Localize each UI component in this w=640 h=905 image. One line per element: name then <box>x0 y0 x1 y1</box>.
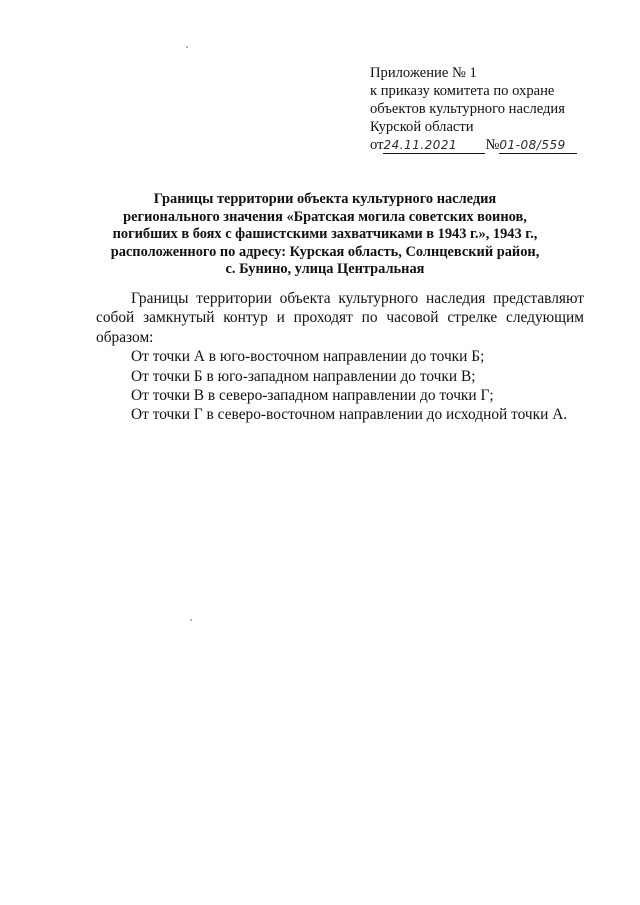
appendix-order-ref: к приказу комитета по охране <box>370 83 555 99</box>
title-line: Границы территории объекта культурного наследия <box>153 191 497 207</box>
scan-speck <box>186 46 188 48</box>
boundary-point-item: От точки Г в северо-восточном направлении до исходной точки А. <box>131 406 568 424</box>
document-title <box>60 191 590 279</box>
title-line: погибших в боях с фашистскими захватчиками в 1943 г.», 1943 г., <box>112 226 538 243</box>
intro-paragraph: Границы территории объекта культурного наследия представляют собой замкнутый контур и проходят по часовой стрелке следующим образом: <box>96 290 584 346</box>
order-date-handwritten: 24.11.2021 <box>383 138 458 152</box>
boundary-point-item: От точки В в северо-западном направлении до точки Г; <box>131 387 494 405</box>
title-line: расположенного по адресу: Курская область, Солнцевский район, <box>110 243 540 260</box>
appendix-header <box>370 64 610 154</box>
order-date-number-row <box>370 136 610 154</box>
title-line: регионального значения «Братская могила советских воинов, <box>123 208 527 225</box>
boundary-point-item: От точки А в юго-восточном направлении до точки Б; <box>131 348 485 366</box>
appendix-region: Курской области <box>370 119 474 135</box>
appendix-number: Приложение № 1 <box>370 65 477 81</box>
order-date-field <box>383 138 485 154</box>
from-label: от <box>370 137 384 153</box>
order-number-handwritten: 01-08/559 <box>499 138 566 152</box>
boundary-point-item: От точки Б в юго-западном направлении до точки В; <box>131 367 476 385</box>
document-body <box>96 289 584 425</box>
title-line: с. Бунино, улица Центральная <box>225 261 425 278</box>
appendix-committee: объектов культурного наследия <box>370 101 565 117</box>
number-label: № <box>485 137 500 153</box>
order-number-field <box>499 138 577 154</box>
scan-speck <box>190 619 192 621</box>
